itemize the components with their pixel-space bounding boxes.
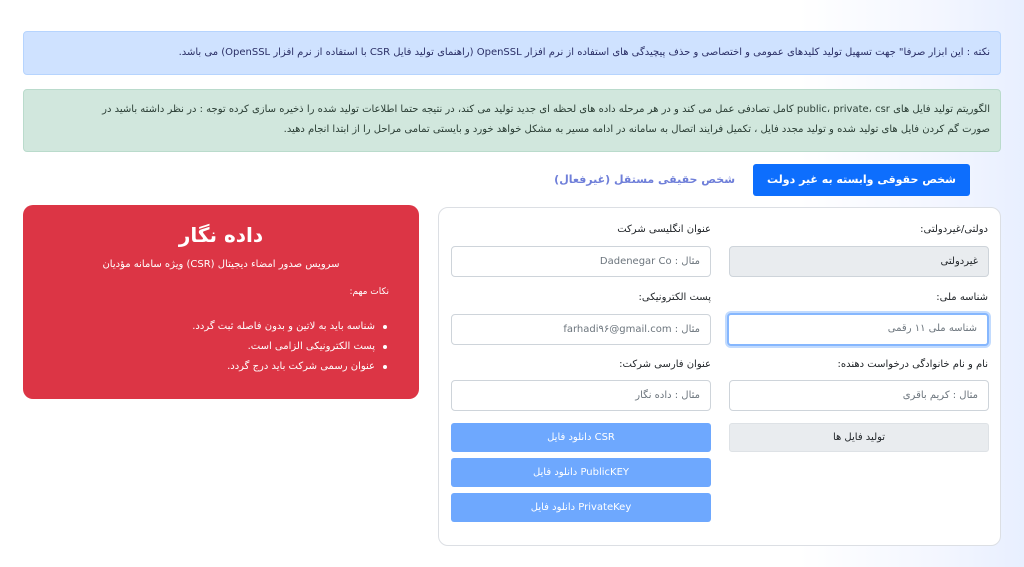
csr-form xyxy=(438,207,1001,546)
info-alert xyxy=(23,31,1001,75)
email-input[interactable]: مثال : farhadi۹۶@gmail.com xyxy=(451,314,711,345)
download-publickey-button[interactable]: دانلود فایل PublicKEY xyxy=(451,458,711,487)
warning-alert-line-2: صورت گم کردن فایل های تولید شده و تولید مجدد فایل ، تکمیل فرایند اتصال به سامانه در ادامه مسیر به مشکل خواهد خورد و بایستی تمامی مراحل را از ابتدا انجام دهید. xyxy=(283,124,990,135)
note-item: شناسه باید به لاتین و بدون فاصله ثبت گردد. xyxy=(192,317,389,337)
company-fa-input[interactable]: مثال : داده نگار xyxy=(451,380,711,411)
gov-field: غیردولتی xyxy=(729,246,989,277)
download-privatekey-button[interactable]: دانلود فایل PrivateKey xyxy=(451,493,711,522)
info-alert-text: نکته : این ابزار صرفا" جهت تسهیل تولید کلیدهای عمومی و اختصاصی و حذف پیچیدگی های استفاده از نرم افزار OpenSSL (راهنمای تولید فایل CSR با استفاده از نرم افزار OpenSSL) می باشد. xyxy=(178,47,990,58)
applicant-label: نام و نام خانوادگی درخواست دهنده: xyxy=(837,359,988,370)
download-csr-button[interactable]: دانلود فایل CSR xyxy=(451,423,711,452)
warning-alert-line-1: الگوریتم تولید فایل های public، private، csr کامل تصادفی عمل می کند و در هر مرحله داده های لحظه ای جدید تولید می کند، در نتیجه حتما اطلاعات تولید شده را ذخیره سازی کرده توجه : در نظر داشته باشید در xyxy=(102,104,990,115)
notes-heading: نکات مهم: xyxy=(349,287,389,297)
applicant-input[interactable]: مثال : کریم باقری xyxy=(729,380,989,411)
company-fa-label: عنوان فارسی شرکت: xyxy=(619,359,711,370)
company-en-input[interactable]: مثال : Dadenegar Co xyxy=(451,246,711,277)
brand-subtitle: سرویس صدور امضاء دیجیتال (CSR) ویژه سامانه مؤدیان xyxy=(102,259,340,270)
warning-alert xyxy=(23,89,1001,152)
tab-legal-entity[interactable]: شخص حقوقی وابسته به غیر دولت xyxy=(753,164,970,196)
company-en-label: عنوان انگلیسی شرکت xyxy=(617,224,711,235)
note-item: عنوان رسمی شرکت باید درج گردد. xyxy=(192,357,389,377)
brand-title: داده نگار xyxy=(178,223,264,247)
generate-files-button[interactable]: تولید فایل ها xyxy=(729,423,989,452)
entity-type-tabs xyxy=(554,164,980,196)
email-label: پست الکترونیکی: xyxy=(638,292,711,303)
info-card xyxy=(23,205,419,399)
national-id-input[interactable]: شناسه ملی ۱۱ رقمی xyxy=(727,313,989,346)
notes-list xyxy=(192,317,389,377)
gov-label: دولتی/غیردولتی: xyxy=(920,224,988,235)
tab-individual[interactable]: شخص حقیقی مستقل (غیرفعال) xyxy=(554,173,736,186)
note-item: پست الکترونیکی الزامی است. xyxy=(192,337,389,357)
national-id-label: شناسه ملی: xyxy=(936,292,988,303)
